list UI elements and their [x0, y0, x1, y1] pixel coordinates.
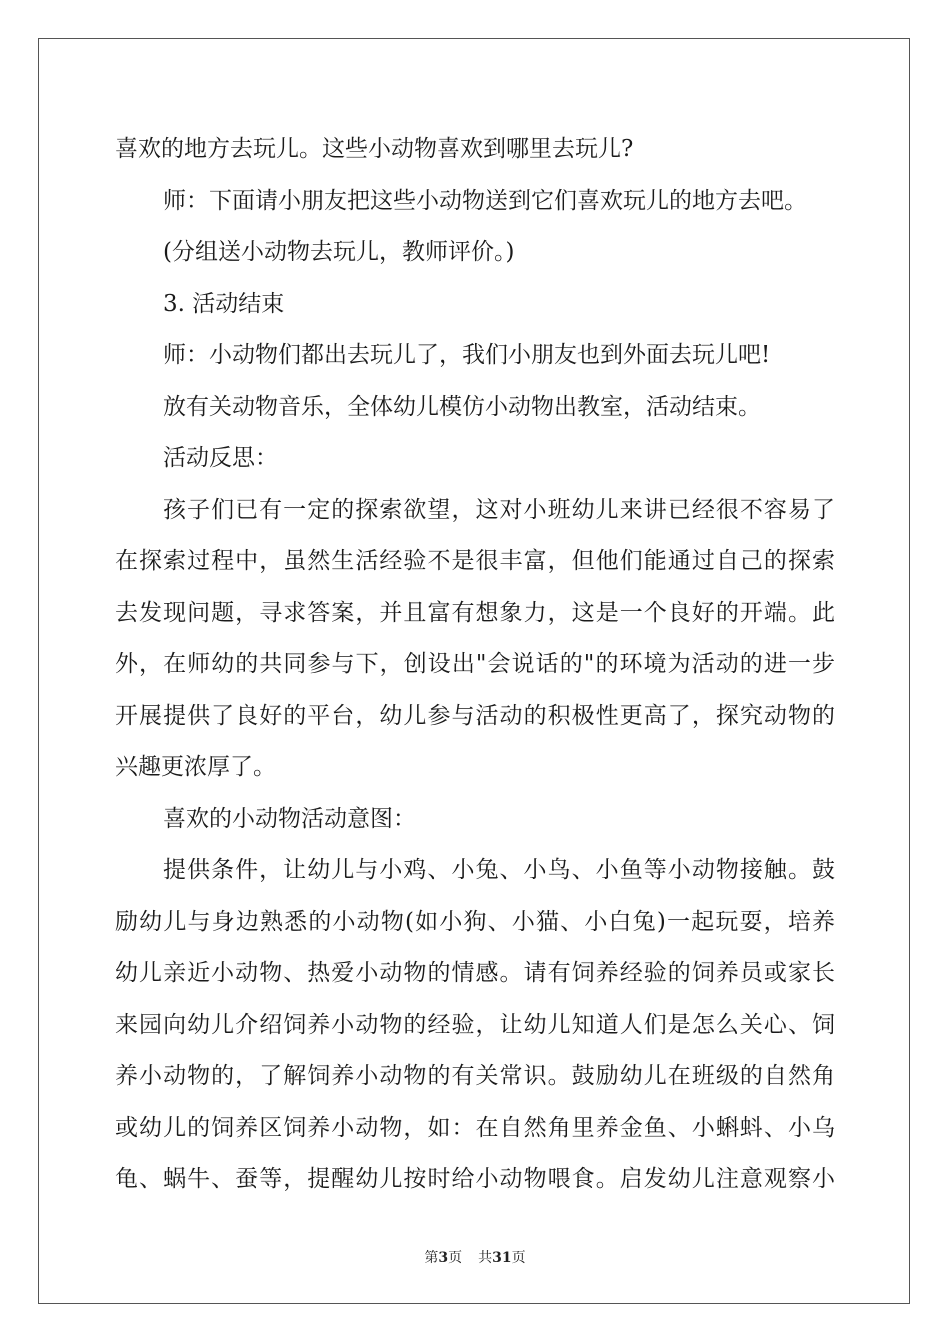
page-footer [0, 1247, 950, 1267]
footer-total-prefix: 共 [478, 1250, 493, 1266]
section-heading: 喜欢的小动物活动意图： [163, 805, 416, 832]
section-heading: 3. 活动结束 [163, 290, 285, 317]
text-line: 在探索过程中，虽然生活经验不是很丰富，但他们能通过自己的探索 [115, 548, 835, 574]
total-pages-number: 31 [492, 1250, 512, 1266]
text-line: 励幼儿与身边熟悉的小动物(如小狗、小猫、小白兔)一起玩耍，培养 [115, 908, 835, 935]
text-line: 来园向幼儿介绍饲养小动物的经验，让幼儿知道人们是怎么关心、饲 [115, 1011, 835, 1038]
text-line: 师：小动物们都出去玩儿了，我们小朋友也到外面去玩儿吧! [163, 342, 771, 368]
footer-total-suffix: 页 [511, 1250, 526, 1266]
text-line: 外，在师幼的共同参与下，创设出"会说话的"的环境为活动的进一步 [115, 651, 835, 677]
text-line: 喜欢的地方去玩儿。这些小动物喜欢到哪里去玩儿? [115, 136, 634, 162]
text-line: 或幼儿的饲养区饲养小动物，如：在自然角里养金鱼、小蝌蚪、小乌 [115, 1114, 835, 1141]
footer-page-suffix: 页 [448, 1250, 463, 1266]
text-line: (分组送小动物去玩儿，教师评价。) [163, 239, 515, 265]
text-line: 去发现问题，寻求答案，并且富有想象力，这是一个良好的开端。此 [115, 599, 835, 626]
text-line: 龟、蜗牛、蚕等，提醒幼儿按时给小动物喂食。启发幼儿注意观察小 [115, 1166, 835, 1192]
text-line: 孩子们已有一定的探索欲望，这对小班幼儿来讲已经很不容易了 [163, 496, 835, 523]
document-body [115, 124, 835, 1206]
text-line: 幼儿亲近小动物、热爱小动物的情感。请有饲养经验的饲养员或家长 [115, 960, 835, 986]
text-line: 养小动物的，了解饲养小动物的有关常识。鼓励幼儿在班级的自然角 [115, 1063, 835, 1089]
section-heading: 活动反思： [163, 445, 278, 471]
current-page-number: 3 [438, 1250, 449, 1266]
footer-prefix: 第 [424, 1250, 439, 1266]
text-line: 提供条件，让幼儿与小鸡、小兔、小鸟、小鱼等小动物接触。鼓 [163, 857, 835, 883]
text-line: 放有关动物音乐，全体幼儿模仿小动物出教室，活动结束。 [163, 393, 761, 420]
text-line: 师：下面请小朋友把这些小动物送到它们喜欢玩儿的地方去吧。 [163, 187, 807, 214]
text-line: 兴趣更浓厚了。 [115, 754, 276, 780]
text-line: 开展提供了良好的平台，幼儿参与活动的积极性更高了，探究动物的 [115, 702, 835, 729]
